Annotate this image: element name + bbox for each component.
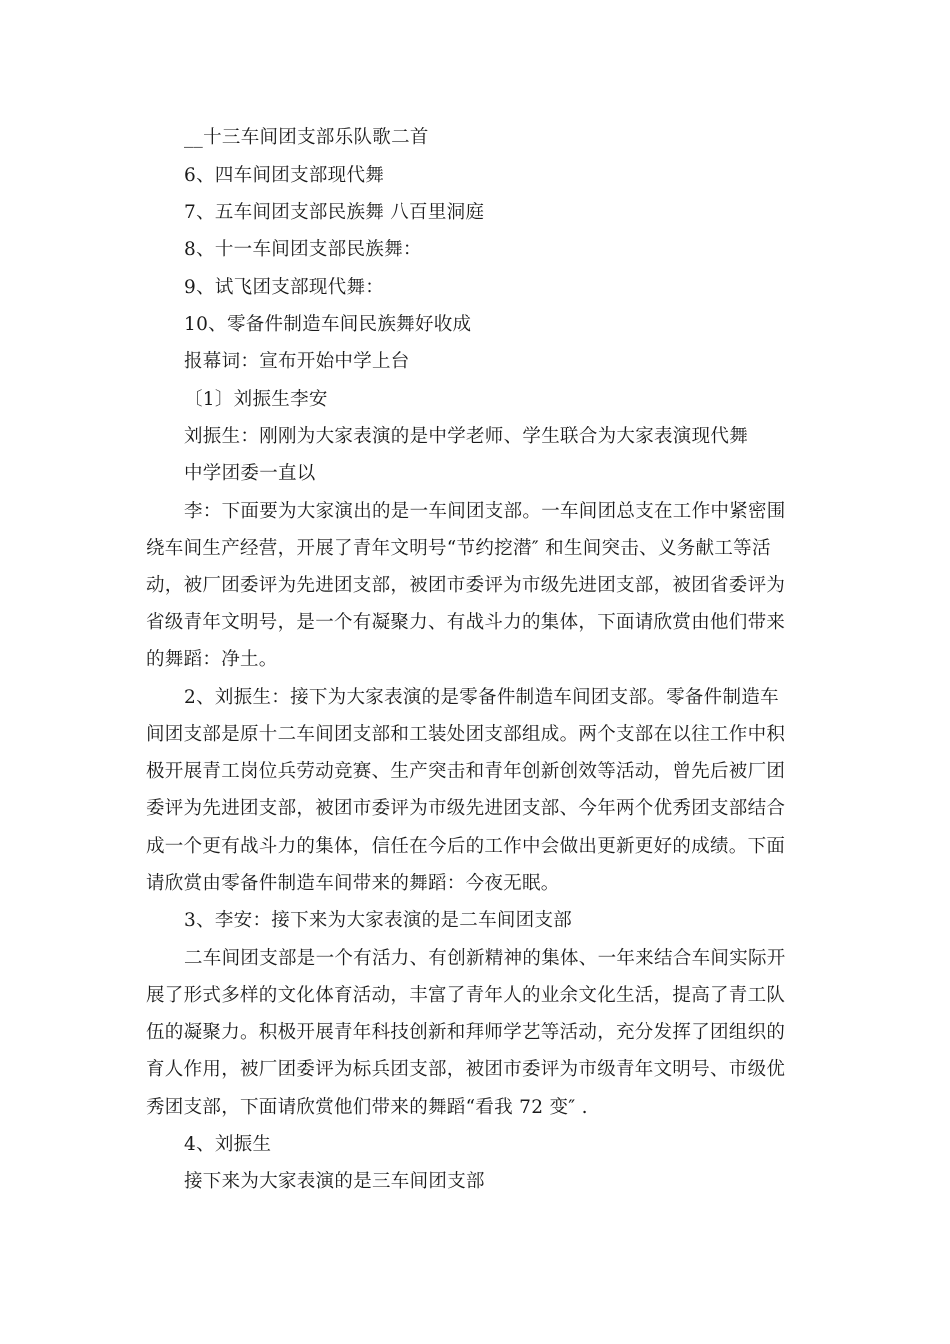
text-line: 极开展青工岗位兵劳动竞赛、生产突击和青年创新创效等活动，曾先后被厂团 bbox=[146, 761, 786, 782]
text-line: 4、刘振生 bbox=[184, 1134, 272, 1155]
text-line: 成一个更有战斗力的集体，信任在今后的工作中会做出更新更好的成绩。下面 bbox=[146, 836, 786, 857]
text-line: 7、五车间团支部民族舞 八百里洞庭 bbox=[184, 202, 485, 223]
text-line: 委评为先进团支部，被团市委评为市级先进团支部、今年两个优秀团支部结合 bbox=[146, 798, 786, 819]
text-line: 中学团委一直以 bbox=[184, 463, 316, 484]
text-line: 动，被厂团委评为先进团支部，被团市委评为市级先进团支部，被团省委评为 bbox=[146, 575, 786, 596]
text-line: 9、试飞团支部现代舞： bbox=[184, 277, 385, 298]
text-line: 6、四车间团支部现代舞 bbox=[184, 165, 385, 186]
text-line: __十三车间团支部乐队歌二首 bbox=[184, 127, 429, 148]
text-line: 伍的凝聚力。积极开展青年科技创新和拜师学艺等活动，充分发挥了团组织的 bbox=[146, 1022, 786, 1043]
text-line: 报幕词：宣布开始中学上台 bbox=[184, 351, 410, 372]
text-line: 〔1〕刘振生李安 bbox=[184, 389, 328, 410]
text-line: 的舞蹈：净土。 bbox=[146, 649, 278, 670]
text-line: 李：下面要为大家演出的是一车间团支部。一车间团总支在工作中紧密围 bbox=[184, 501, 786, 522]
text-line: 省级青年文明号，是一个有凝聚力、有战斗力的集体，下面请欣赏由他们带来 bbox=[146, 612, 786, 633]
text-line: 3、李安：接下来为大家表演的是二车间团支部 bbox=[184, 910, 573, 931]
text-line: 秀团支部，下面请欣赏他们带来的舞蹈“看我 72 变″ . bbox=[146, 1097, 588, 1118]
text-line: 接下来为大家表演的是三车间团支部 bbox=[184, 1171, 485, 1192]
text-line: 展了形式多样的文化体育活动，丰富了青年人的业余文化生活，提高了青工队 bbox=[146, 985, 786, 1006]
text-line: 2、刘振生：接下为大家表演的是零备件制造车间团支部。零备件制造车 bbox=[184, 687, 779, 708]
text-line: 育人作用，被厂团委评为标兵团支部，被团市委评为市级青年文明号、市级优 bbox=[146, 1059, 786, 1080]
text-line: 8、十一车间团支部民族舞： bbox=[184, 239, 422, 260]
text-line: 请欣赏由零备件制造车间带来的舞蹈：今夜无眠。 bbox=[146, 873, 560, 894]
text-line: 间团支部是原十二车间团支部和工装处团支部组成。两个支部在以往工作中积 bbox=[146, 724, 786, 745]
text-line: 10、零备件制造车间民族舞好收成 bbox=[184, 314, 472, 335]
text-line: 绕车间生产经营，开展了青年文明号“节约挖潜″ 和生间突击、义务献工等活 bbox=[146, 538, 771, 559]
text-line: 刘振生：刚刚为大家表演的是中学老师、学生联合为大家表演现代舞 bbox=[184, 426, 749, 447]
text-line: 二车间团支部是一个有活力、有创新精神的集体、一年来结合车间实际开 bbox=[184, 948, 786, 969]
